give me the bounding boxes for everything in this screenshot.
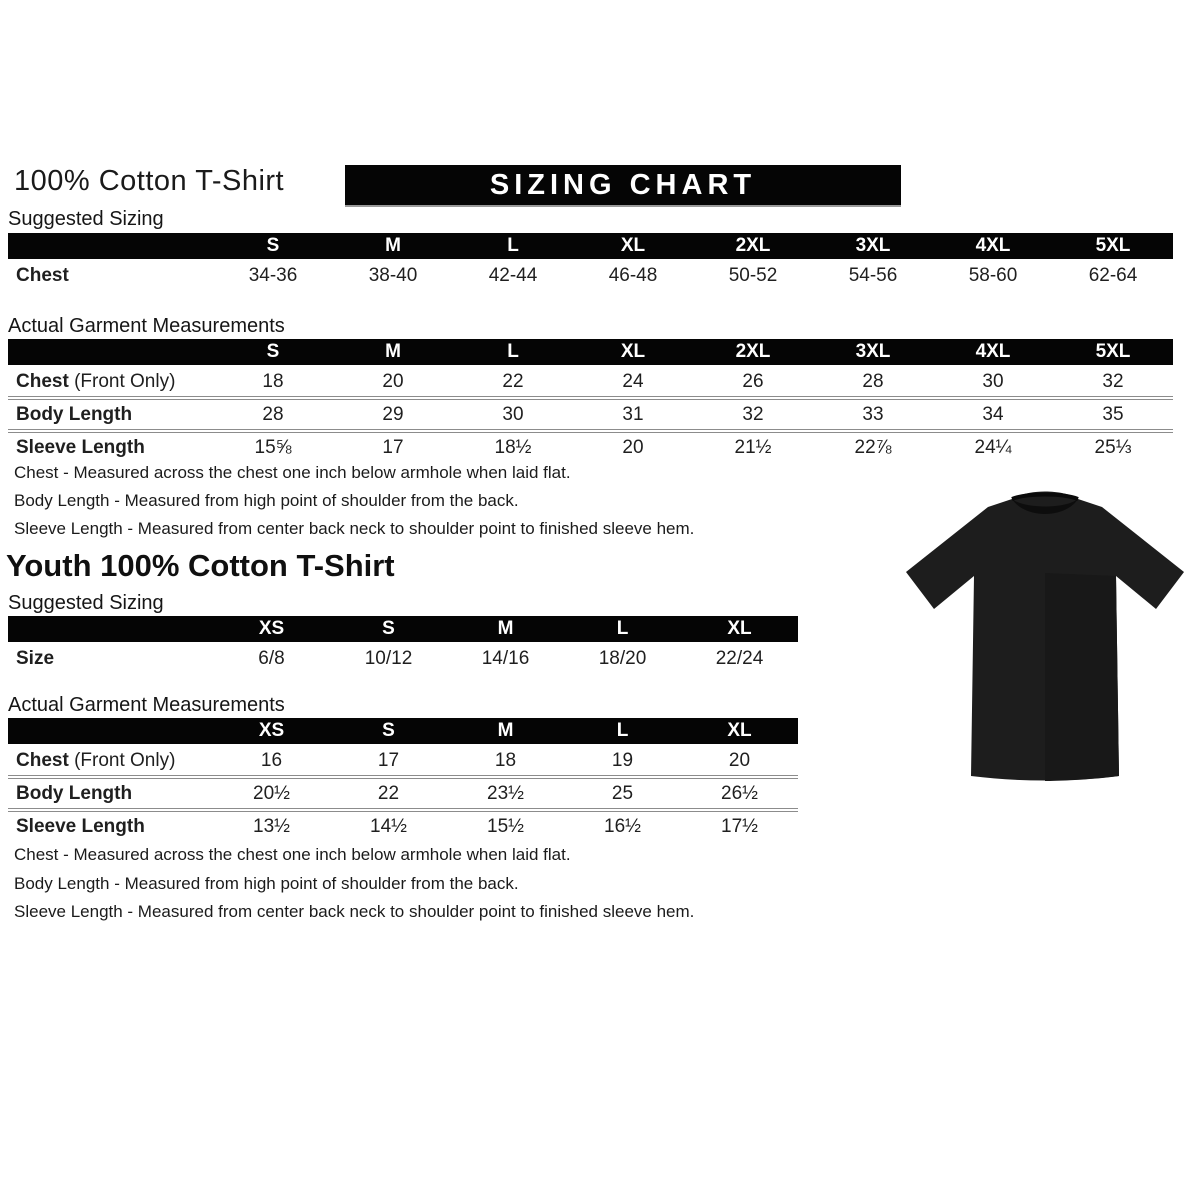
size-column-header: M <box>333 233 453 260</box>
adult-actual-measurements-label: Actual Garment Measurements <box>8 315 285 337</box>
measurement-cell: 25⅓ <box>1094 436 1132 458</box>
measurement-cell: 58-60 <box>968 264 1018 286</box>
row-label: Sleeve Length <box>16 436 145 458</box>
measurement-cell: 14/16 <box>481 647 530 669</box>
measurement-cell: 18 <box>262 370 284 392</box>
header-label-spacer <box>8 339 213 366</box>
measurement-cell: 22/24 <box>715 647 764 669</box>
measurement-cell: 24¼ <box>974 436 1012 458</box>
size-column-header: S <box>330 616 447 643</box>
table-row <box>8 366 1173 398</box>
size-column-header: S <box>213 233 333 260</box>
table-row <box>8 398 1173 431</box>
row-label: Sleeve Length <box>16 815 145 837</box>
size-column-header: L <box>453 233 573 260</box>
youth-suggested-sizing-label: Suggested Sizing <box>8 592 164 614</box>
measurement-cell: 38-40 <box>368 264 418 286</box>
size-column-header: M <box>447 616 564 643</box>
measurement-cell: 20 <box>622 436 644 458</box>
youth-note-sleeve-length: Sleeve Length - Measured from center back neck to shoulder point to finished sleeve hem. <box>14 902 695 921</box>
measurement-cell: 22⅞ <box>854 436 892 458</box>
adult-suggested-sizing-table-wrap <box>8 233 1173 290</box>
youth-actual-measurements-table <box>8 718 798 841</box>
header-label-spacer <box>8 233 213 260</box>
size-column-header: 4XL <box>933 339 1053 366</box>
size-column-header: XL <box>681 616 798 643</box>
measurement-cell: 21½ <box>734 436 772 458</box>
size-column-header: 5XL <box>1053 339 1173 366</box>
youth-actual-measurements-label: Actual Garment Measurements <box>8 694 285 716</box>
size-column-header: 3XL <box>813 233 933 260</box>
measurement-cell: 28 <box>262 403 284 425</box>
adult-note-sleeve-length: Sleeve Length - Measured from center back neck to shoulder point to finished sleeve hem. <box>14 519 695 538</box>
measurement-cell: 32 <box>1102 370 1124 392</box>
table-row <box>8 745 798 777</box>
measurement-cell: 18½ <box>494 436 532 458</box>
table-row <box>8 777 798 810</box>
size-header-row <box>8 718 798 745</box>
measurement-cell: 15½ <box>487 815 524 837</box>
measurement-cell: 32 <box>742 403 764 425</box>
measurement-cell: 30 <box>982 370 1004 392</box>
table-row <box>8 810 798 841</box>
measurement-cell: 16½ <box>604 815 641 837</box>
black-tshirt-image <box>895 473 1195 808</box>
size-column-header: 5XL <box>1053 233 1173 260</box>
row-label: Chest (Front Only) <box>16 749 176 771</box>
size-column-header: XL <box>573 233 693 260</box>
adult-actual-measurements-table-wrap <box>8 339 1173 462</box>
measurement-cell: 22 <box>377 782 400 804</box>
measurement-cell: 20 <box>382 370 404 392</box>
measurement-cell: 30 <box>502 403 524 425</box>
header-label-spacer <box>8 718 213 745</box>
size-column-header: XS <box>213 616 330 643</box>
size-header-row <box>8 616 798 643</box>
youth-suggested-sizing-table <box>8 616 798 673</box>
measurement-cell: 50-52 <box>728 264 778 286</box>
measurement-cell: 62-64 <box>1088 264 1138 286</box>
measurement-cell: 31 <box>622 403 644 425</box>
measurement-cell: 17 <box>377 749 400 771</box>
measurement-cell: 34-36 <box>248 264 298 286</box>
measurement-cell: 15⅝ <box>254 436 292 458</box>
measurement-cell: 14½ <box>370 815 407 837</box>
row-label: Size <box>16 647 55 669</box>
size-column-header: S <box>330 718 447 745</box>
measurement-cell: 24 <box>622 370 644 392</box>
measurement-cell: 28 <box>862 370 884 392</box>
measurement-cell: 42-44 <box>488 264 538 286</box>
size-column-header: XL <box>573 339 693 366</box>
row-label: Body Length <box>16 403 133 425</box>
measurement-cell: 18/20 <box>598 647 647 669</box>
measurement-cell: 23½ <box>487 782 524 804</box>
row-label: Chest (Front Only) <box>16 370 176 392</box>
table-row <box>8 260 1173 290</box>
measurement-cell: 33 <box>862 403 884 425</box>
tshirt-silhouette-graphic <box>895 473 1195 808</box>
row-label: Body Length <box>16 782 133 804</box>
measurement-cell: 26½ <box>721 782 758 804</box>
sizing-chart-banner <box>345 165 901 205</box>
measurement-cell: 16 <box>260 749 283 771</box>
page-title: 100% Cotton T-Shirt <box>14 165 285 197</box>
youth-note-body-length: Body Length - Measured from high point of shoulder from the back. <box>14 874 519 893</box>
measurement-cell: 6/8 <box>258 647 285 669</box>
measurement-cell: 20 <box>728 749 751 771</box>
measurement-cell: 20½ <box>253 782 290 804</box>
size-column-header: L <box>564 718 681 745</box>
size-column-header: 4XL <box>933 233 1053 260</box>
table-row <box>8 431 1173 462</box>
measurement-cell: 17½ <box>721 815 758 837</box>
measurement-cell: 10/12 <box>364 647 413 669</box>
size-column-header: M <box>333 339 453 366</box>
measurement-cell: 22 <box>502 370 524 392</box>
size-column-header: S <box>213 339 333 366</box>
measurement-cell: 13½ <box>253 815 290 837</box>
measurement-cell: 34 <box>982 403 1004 425</box>
sizing-chart-banner-text: SIZING CHART <box>489 168 757 201</box>
header-label-spacer <box>8 616 213 643</box>
measurement-cell: 29 <box>382 403 404 425</box>
measurement-cell: 26 <box>742 370 764 392</box>
size-column-header: 2XL <box>693 233 813 260</box>
youth-section-title: Youth 100% Cotton T-Shirt <box>6 548 395 583</box>
youth-actual-measurements-table-wrap <box>8 718 798 841</box>
size-column-header: 2XL <box>693 339 813 366</box>
youth-note-chest: Chest - Measured across the chest one inch below armhole when laid flat. <box>14 845 571 864</box>
size-header-row <box>8 233 1173 260</box>
adult-note-body-length: Body Length - Measured from high point of shoulder from the back. <box>14 491 519 510</box>
adult-suggested-sizing-label: Suggested Sizing <box>8 208 164 230</box>
measurement-cell: 46-48 <box>608 264 658 286</box>
size-column-header: XL <box>681 718 798 745</box>
size-header-row <box>8 339 1173 366</box>
measurement-cell: 35 <box>1102 403 1124 425</box>
size-column-header: XS <box>213 718 330 745</box>
size-column-header: L <box>564 616 681 643</box>
adult-suggested-sizing-table <box>8 233 1173 290</box>
size-column-header: M <box>447 718 564 745</box>
measurement-cell: 25 <box>611 782 634 804</box>
size-column-header: 3XL <box>813 339 933 366</box>
youth-suggested-sizing-table-wrap <box>8 616 798 673</box>
adult-note-chest: Chest - Measured across the chest one inch below armhole when laid flat. <box>14 463 571 482</box>
measurement-cell: 18 <box>494 749 517 771</box>
adult-actual-measurements-table <box>8 339 1173 462</box>
measurement-cell: 19 <box>611 749 634 771</box>
measurement-cell: 17 <box>382 436 404 458</box>
measurement-cell: 54-56 <box>848 264 898 286</box>
size-column-header: L <box>453 339 573 366</box>
table-row <box>8 643 798 673</box>
row-label: Chest <box>16 264 69 286</box>
